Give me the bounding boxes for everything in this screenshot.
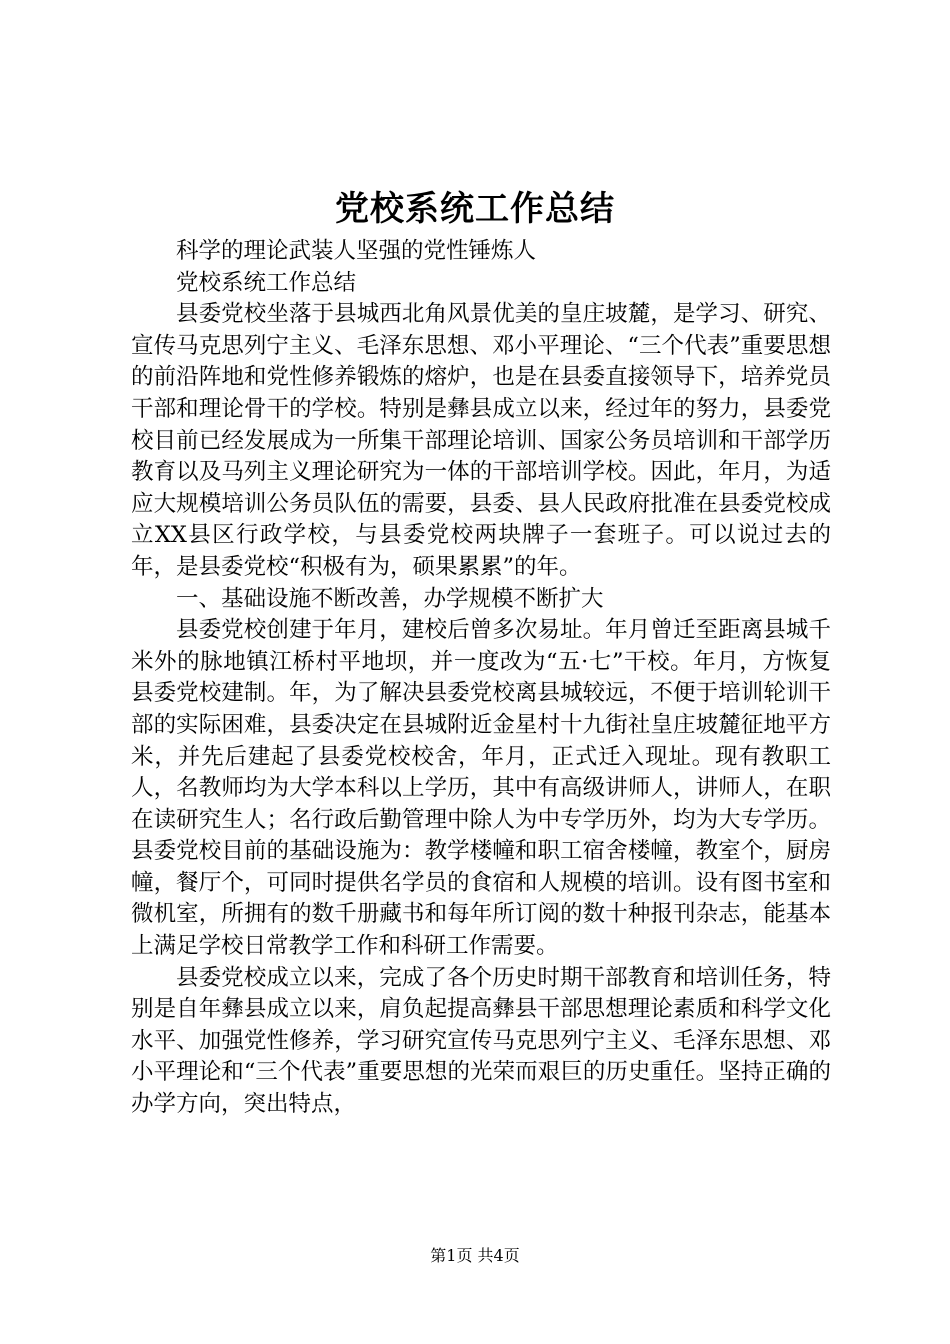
heading-line: 党校系统工作总结 [176, 269, 357, 296]
paragraph-intro: 县委党校坐落于县城西北角风景优美的皇庄坡麓，是学习、研究、宣传马克思列宁主义、毛泽东思想、邓小平理论、“三个代表”重要思想的前沿阵地和党性修养锻炼的熔炉，也是在县委直接领导下，培养党员干部和理论骨干的学校。特别是彝县成立以来，经过年的努力，县委党校目前已经发展成为一所集干部理论培训、国家公务员培训和干部学历教育以及马列主义理论研究为一体的干部培训学校。因此，年月，为适应大规模培训公务员队伍的需要，县委、县人民政府批准在县委党校成立XX县区行政学校，与县委党校两块牌子一套班子。可以说过去的年，是县委党校“积极有为，硕果累累”的年。 [131, 301, 831, 580]
subtitle-line: 科学的理论武装人坚强的党性锤炼人 [176, 238, 537, 264]
paragraph-history: 县委党校创建于年月，建校后曾多次易址。年月曾迁至距离县城千米外的脉地镇江桥村平地坝，并一度改为“五·七”干校。年月，方恢复县委党校建制。年，为了解决县委党校离县城较远，不便于培训轮训干部的实际困难，县委决定在县城附近金星村十九街社皇庄坡麓征地平方米，并先后建起了县委党校校舍，年月，正式迁入现址。现有教职工人，名教师均为大学本科以上学历，其中有高级讲师人，讲师人，在职在读研究生人；名行政后勤管理中除人为中专学历外，均为大专学历。县委党校目前的基础设施为：教学楼幢和职工宿舍楼幢，教室个，厨房幢，餐厅个，可同时提供名学员的食宿和人规模的培训。设有图书室和微机室，所拥有的数千册藏书和每年所订阅的数十种报刊杂志，能基本上满足学校日常教学工作和科研工作需要。 [131, 617, 831, 960]
document-body [131, 236, 831, 1121]
paragraph-mission: 县委党校成立以来，完成了各个历史时期干部教育和培训任务，特别是自年彝县成立以来，肩负起提高彝县干部思想理论素质和科学文化水平、加强党性修养，学习研究宣传马克思列宁主义、毛泽东思想、邓小平理论和“三个代表”重要思想的光荣而艰巨的历史重任。坚持正确的办学方向，突出特点， [131, 964, 831, 1118]
document-title: 党校系统工作总结 [335, 189, 615, 229]
section-heading-1: 一、基础设施不断改善，办学规模不断扩大 [176, 585, 604, 612]
page-footer: 第1页 共4页 [430, 1246, 520, 1265]
